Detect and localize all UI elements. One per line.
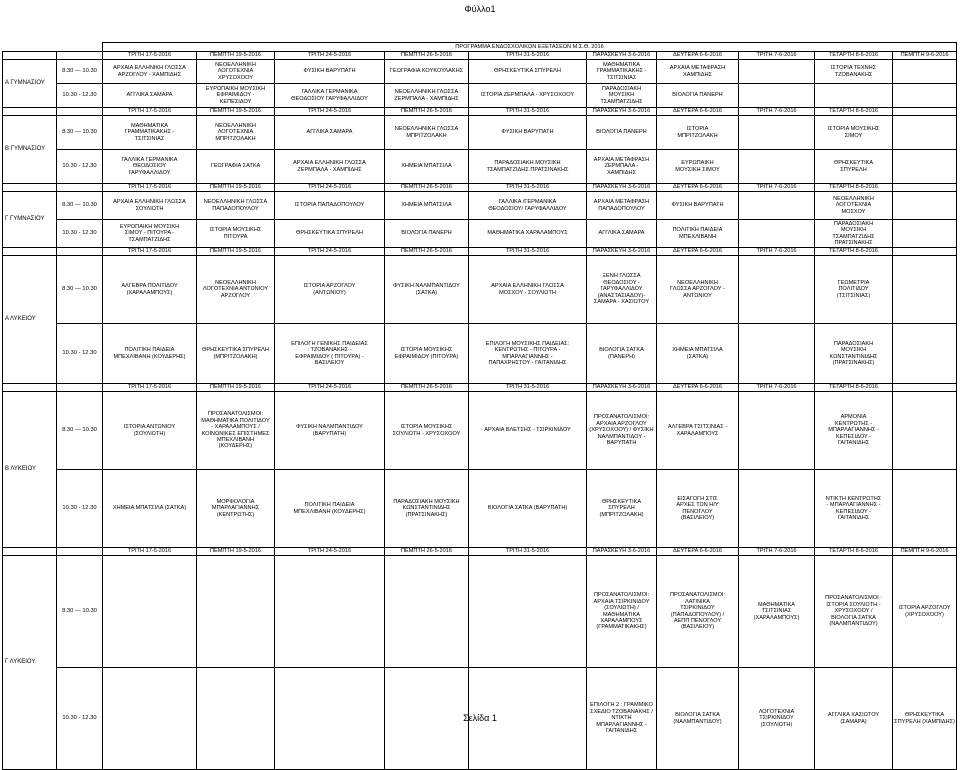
exam-date: ΠΑΡΑΣΚΕΥΗ 3-6-2016 bbox=[587, 384, 657, 392]
exam-cell: ΜΟΡΦΟΛΟΓΙΑ ΜΠΑΡΛΑΓΙΑΝΝΗΣ (ΚΕΝΤΡΩΤΗΣ) bbox=[197, 470, 275, 548]
exam-cell: ΠΟΛΙΤΙΚΗ ΠΑΙΔΕΙΑ ΜΠΕΧΛΙΒΑΝΗ (ΚΟΥΔΕΡΗΣ) bbox=[103, 324, 197, 384]
exam-date: ΠΕΜΠΤΗ 9-6-2016 bbox=[893, 52, 957, 60]
exam-cell bbox=[739, 84, 815, 108]
program-title: ΠΡΟΓΡΑΜΜΑ ΕΝΔΟΣΧΟΛΙΚΩΝ ΕΞΕΤΑΣΕΩΝ Μ.Σ.Θ. 2016 bbox=[103, 43, 957, 52]
exam-date: ΤΡΙΤΗ 24-5-2016 bbox=[275, 184, 385, 192]
exam-date: ΤΡΙΤΗ 17-5-2016 bbox=[103, 384, 197, 392]
exam-cell: ΝΕΟΕΛΛΗΝΙΚΗ ΛΟΓΟΤΕΧΝΙΑ ΜΟΣΧΟΥ bbox=[815, 192, 893, 220]
exam-date: ΤΡΙΤΗ 17-5-2016 bbox=[103, 108, 197, 116]
exam-cell: ΕΥΡΩΠΑΙΚΗ ΜΟΥΣΙΚΗ ΣΙΜΟΥ bbox=[657, 150, 739, 184]
exam-date: ΠΑΡΑΣΚΕΥΗ 3-6-2016 bbox=[587, 108, 657, 116]
exam-date: ΤΕΤΑΡΤΗ 8-6-2016 bbox=[815, 384, 893, 392]
exam-cell: ΝΤΙΚΤΗ ΚΕΝΤΡΩΤΗΣ - ΜΠΑΡΛΑΓΙΑΝΝΗΣ - ΚΕΠΕΣΙΔΟΥ - ΓΑΙΤΑΝΙΔΗΣ bbox=[815, 470, 893, 548]
exam-cell: ΑΓΓΛΙΚΑ ΧΑΣΙΩΤΟΥ (ΣΑΜΑΡΑ) bbox=[815, 668, 893, 770]
exam-cell: ΙΣΤΟΡΙΑ ΜΟΥΣΙΚΗΣ ΕΦΡΑΙΜΙΔΟΥ (ΠΙΤΟΥΡΑ) bbox=[385, 324, 469, 384]
time-slot: 10.30 - 12.30 bbox=[57, 668, 103, 770]
exam-date: ΤΡΙΤΗ 31-5-2016 bbox=[469, 52, 587, 60]
exam-cell bbox=[739, 150, 815, 184]
exam-cell: ΑΡΧΑΙΑ ΕΛΛΗΝΙΚΗ ΓΛΩΣΣΑ ΖΕΡΜΠΑΛΑ - ΧΑΜΠΙΔΗΣ bbox=[275, 150, 385, 184]
exam-cell bbox=[739, 470, 815, 548]
exam-cell: ΘΡΗΣΚΕΥΤΙΚΑ ΣΠΥΡΕΛΗ (ΧΑΜΠΙΔΗΣ) bbox=[893, 668, 957, 770]
exam-row bbox=[3, 470, 957, 548]
exam-date: ΤΡΙΤΗ 24-5-2016 bbox=[275, 548, 385, 556]
exam-cell: ΝΕΟΕΛΛΗΝΙΚΗ ΛΟΓΟΤΕΧΝΙΑ ΜΠΡΙΤΖΟΛΑΚΗ bbox=[197, 116, 275, 150]
exam-cell: ΕΠΙΛΟΓΗ 2 : ΓΡΑΜΜΙΚΟ ΣΧΕΔΙΟ ΤΖΟΒΑΝΑΚΗΣ / ΝΤΙΚΤΗ ΜΠΑΡΛΑΓΙΑΝΝΗΣ - ΓΑΙΤΑΝΙΔΗΣ bbox=[587, 668, 657, 770]
exam-date: ΤΕΤΑΡΤΗ 8-6-2016 bbox=[815, 52, 893, 60]
exam-cell: ΠΡΟΣΑΝΑΤΟΛΙΣΜΟΙ : ΙΣΤΟΡΙΑ ΣΟΥΛΙΩΤΗ - ΧΡΥΣΟΧΟΟΥ / ΒΙΟΛΟΓΙΑ ΣΑΤΚΑ (ΝΑΛΜΠΑΝΤΙΔΟΥ) bbox=[815, 556, 893, 668]
exam-row bbox=[3, 84, 957, 108]
exam-cell: ΠΑΡΑΔΟΣΙΑΚΗ ΜΟΥΣΙΚΗ ΤΣΑΜΠΑΤΖΙΔΗΣ ΠΡΑΤΣΙΝΑΚΗΣ bbox=[815, 220, 893, 248]
class-label: Γ ΓΥΜΝΑΣΙΟΥ bbox=[3, 192, 57, 248]
exam-cell: ΠΑΡΑΔΟΣΙΑΚΗ ΜΟΥΣΙΚΗ ΤΣΑΜΠΑΤΖΙΔΗΣ ΠΡΑΤΣΙΝΑΚΗΣ bbox=[469, 150, 587, 184]
exam-cell: ΜΑΘΗΜΑΤΙΚΑ ΓΡΑΜΜΑΤΙΚΑΚΗΣ - ΤΣΙΤΣΙΝΙΑΣ bbox=[587, 60, 657, 84]
exam-cell: ΘΡΗΣΚΕΥΤΙΚΑ ΣΠΥΡΕΛΗ bbox=[469, 60, 587, 84]
exam-date bbox=[893, 248, 957, 256]
exam-date: ΠΕΜΠΤΗ 26-5-2016 bbox=[385, 548, 469, 556]
exam-date: ΤΕΤΑΡΤΗ 8-6-2016 bbox=[815, 248, 893, 256]
time-slot: 10.30 - 12.30 bbox=[57, 84, 103, 108]
time-slot: 10.30 - 12.30 bbox=[57, 470, 103, 548]
exam-date: ΤΡΙΤΗ 17-5-2016 bbox=[103, 184, 197, 192]
exam-cell bbox=[739, 60, 815, 84]
exam-cell bbox=[893, 324, 957, 384]
exam-cell: ΙΣΤΟΡΙΑ ΜΟΥΣΙΚΗΣ ΠΙΤΟΥΡΑ bbox=[197, 220, 275, 248]
class-label: Β ΛΥΚΕΙΟΥ bbox=[3, 392, 57, 548]
exam-cell: ΑΓΓΛΙΚΑ ΣΑΜΑΡΑ bbox=[587, 220, 657, 248]
date-row bbox=[3, 248, 957, 256]
sheet-title: Φύλλο1 bbox=[464, 4, 496, 14]
exam-cell: ΧΗΜΕΙΑ ΜΠΑΤΣΙΛΑ (ΣΑΤΚΑ) bbox=[657, 324, 739, 384]
exam-cell bbox=[893, 470, 957, 548]
exam-date: ΠΕΜΠΤΗ 19-5-2016 bbox=[197, 52, 275, 60]
exam-cell: ΝΕΟΕΛΛΗΝΙΚΗ ΓΛΩΣΣΑ ΜΠΡΙΤΖΟΛΑΚΗ bbox=[385, 116, 469, 150]
exam-row bbox=[3, 192, 957, 220]
exam-date: ΤΡΙΤΗ 7-6-2016 bbox=[739, 184, 815, 192]
exam-cell: ΧΗΜΕΙΑ ΜΠΑΤΣΙΛΑ bbox=[385, 192, 469, 220]
exam-cell: ΦΥΣΙΚΗ ΒΑΡΥΠΑΤΗ bbox=[469, 116, 587, 150]
exam-row bbox=[3, 556, 957, 668]
exam-date: ΤΕΤΑΡΤΗ 8-6-2016 bbox=[815, 548, 893, 556]
exam-date: ΤΡΙΤΗ 31-5-2016 bbox=[469, 184, 587, 192]
exam-date: ΤΡΙΤΗ 7-6-2016 bbox=[739, 108, 815, 116]
exam-cell: ΠΟΛΙΤΙΚΗ ΠΑΙΔΕΙΑ ΜΠΕΧΛΙΒΑΝΗ bbox=[657, 220, 739, 248]
exam-date: ΠΕΜΠΤΗ 26-5-2016 bbox=[385, 248, 469, 256]
exam-cell bbox=[197, 556, 275, 668]
exam-cell: ΙΣΤΟΡΙΑ ΤΕΧΝΗΣ ΤΖΟΒΑΝΑΚΗΣ bbox=[815, 60, 893, 84]
exam-date: ΠΕΜΠΤΗ 19-5-2016 bbox=[197, 248, 275, 256]
exam-date: ΤΕΤΑΡΤΗ 8-6-2016 bbox=[815, 108, 893, 116]
exam-cell: ΙΣΤΟΡΙΑ ΜΠΡΙΤΖΟΛΑΚΗ bbox=[657, 116, 739, 150]
exam-cell bbox=[893, 220, 957, 248]
exam-date bbox=[893, 184, 957, 192]
exam-date: ΤΡΙΤΗ 24-5-2016 bbox=[275, 52, 385, 60]
exam-cell bbox=[739, 192, 815, 220]
exam-cell: ΠΡΟΣΑΝΑΤΟΛΙΣΜΟΙ: ΑΡΧΑΙΑ ΤΣΙΡΚΙΝΙΔΟΥ (ΣΟΥΛΙΩΤΗ) / ΜΑΘΗΜΑΤΙΚΑ ΧΑΡΑΛΑΜΠΟΥΣ (ΓΡΑΜΜΑΤΙΚΑΚΗΣ) bbox=[587, 556, 657, 668]
exam-cell: ΙΣΤΟΡΙΑ ΜΟΥΣΙΚΗΣ ΣΟΥΛΙΩΤΗ - ΧΡΥΣΟΧΟΟΥ bbox=[385, 392, 469, 470]
exam-date: ΠΕΜΠΤΗ 19-5-2016 bbox=[197, 184, 275, 192]
exam-cell bbox=[893, 150, 957, 184]
exam-cell: ΠΡΟΣΑΝΑΤΟΛΙΣΜΟΙ: ΑΡΧΑΙΑ ΑΡΖΟΓΛΟΥ (ΧΡΥΣΟΧΟΟΥ) / ΦΥΣΙΚΗ ΝΑΛΜΠΑΝΤΙΔΟΥ - ΒΑΡΥΠΑΤΗ bbox=[587, 392, 657, 470]
time-slot: 8.30 — 10.30 bbox=[57, 556, 103, 668]
exam-cell: ΑΛΓΕΒΡΑ ΤΣΙΤΣΙΝΙΑΣ - ΧΑΡΑΛΑΜΠΟΥΣ bbox=[657, 392, 739, 470]
exam-row bbox=[3, 392, 957, 470]
exam-date: ΤΡΙΤΗ 7-6-2016 bbox=[739, 248, 815, 256]
exam-date: ΠΕΜΠΤΗ 26-5-2016 bbox=[385, 108, 469, 116]
class-label: Α ΓΥΜΝΑΣΙΟΥ bbox=[3, 60, 57, 108]
exam-date: ΠΕΜΠΤΗ 19-5-2016 bbox=[197, 548, 275, 556]
exam-cell: ΑΡΧΑΙΑ ΕΛΛΗΝΙΚΗ ΓΛΩΣΣΑ ΑΡΖΟΓΛΟΥ - ΧΑΜΠΙΔΗΣ bbox=[103, 60, 197, 84]
exam-date: ΤΡΙΤΗ 7-6-2016 bbox=[739, 548, 815, 556]
exam-date: ΠΑΡΑΣΚΕΥΗ 3-6-2016 bbox=[587, 184, 657, 192]
exam-cell: ΒΙΟΛΟΓΙΑ ΣΑΤΚΑ (ΒΑΡΥΠΑΤΗ) bbox=[469, 470, 587, 548]
exam-cell: ΠΟΛΙΤΙΚΗ ΠΑΙΔΕΙΑ ΜΠΕΧΛΙΒΑΝΗ (ΚΟΥΔΕΡΗΣ) bbox=[275, 470, 385, 548]
exam-cell: ΛΟΓΟΤΕΧΝΙΑ ΤΣΙΡΚΙΝΙΔΟΥ (ΣΟΥΛΙΩΤΗ) bbox=[739, 668, 815, 770]
exam-date: ΤΡΙΤΗ 31-5-2016 bbox=[469, 384, 587, 392]
exam-schedule-table bbox=[2, 42, 957, 770]
page-footer: Σελίδα 1 bbox=[463, 713, 497, 723]
exam-cell bbox=[893, 60, 957, 84]
exam-date: ΠΕΜΠΤΗ 19-5-2016 bbox=[197, 108, 275, 116]
class-label: Β ΓΥΜΝΑΣΙΟΥ bbox=[3, 116, 57, 184]
exam-date: ΠΕΜΠΤΗ 26-5-2016 bbox=[385, 184, 469, 192]
time-slot: 10.30 - 12.30 bbox=[57, 324, 103, 384]
exam-cell: ΦΥΣΙΚΗ ΒΑΡΥΠΑΤΗ bbox=[657, 192, 739, 220]
exam-cell: ΜΑΘΗΜΑΤΙΚΑ ΧΑΡΑΛΑΜΠΟΥΣ bbox=[469, 220, 587, 248]
exam-cell: ΓΕΩΓΡΑΦΙΑ ΣΑΤΚΑ bbox=[197, 150, 275, 184]
exam-date: ΤΡΙΤΗ 31-5-2016 bbox=[469, 248, 587, 256]
exam-date: ΤΡΙΤΗ 7-6-2016 bbox=[739, 384, 815, 392]
exam-cell: ΝΕΟΕΛΛΗΝΙΚΗ ΓΛΩΣΣΑ ΖΕΡΜΠΑΛΑ - ΧΑΜΠΙΔΗΣ bbox=[385, 84, 469, 108]
exam-cell: ΙΣΤΟΡΙΑ ΖΕΡΜΠΑΛΑ - ΧΡΥΣΟΧΟΟΥ bbox=[469, 84, 587, 108]
exam-cell: ΠΑΡΑΔΟΣΙΑΚΗ ΜΟΥΣΙΚΗ ΤΣΑΜΠΑΤΖΙΔΗΣ bbox=[587, 84, 657, 108]
exam-cell: ΕΥΡΩΠΑΙΚΗ ΜΟΥΣΙΚΗ ΕΦΡΑΙΜΙΔΟΥ - ΚΕΠΕΣΙΔΟΥ bbox=[197, 84, 275, 108]
exam-date: ΤΡΙΤΗ 17-5-2016 bbox=[103, 52, 197, 60]
exam-cell bbox=[275, 556, 385, 668]
exam-cell bbox=[893, 192, 957, 220]
exam-cell: ΑΓΓΛΙΚΑ ΣΑΜΑΡΑ bbox=[275, 116, 385, 150]
exam-date: ΤΡΙΤΗ 31-5-2016 bbox=[469, 548, 587, 556]
exam-cell bbox=[739, 324, 815, 384]
exam-cell bbox=[893, 256, 957, 324]
exam-cell: ΕΥΡΩΠΑΙΚΗ ΜΟΥΣΙΚΗ ΣΙΜΟΥ - ΠΙΤΟΥΡΑ - ΤΣΑΜΠΑΤΖΙΔΗΣ bbox=[103, 220, 197, 248]
time-slot: 10.30 - 12.30 bbox=[57, 150, 103, 184]
exam-cell: ΓΑΛΛΙΚΑ ΓΕΡΜΑΝΙΚΑ ΘΕΟΔΟΣΙΟΥ ΓΑΡΥΦΑΛΛΙΔΟΥ bbox=[103, 150, 197, 184]
exam-cell: ΘΡΗΣΚΕΥΤΙΚΑ ΣΠΥΡΕΛΗ bbox=[815, 150, 893, 184]
exam-cell bbox=[815, 84, 893, 108]
exam-row bbox=[3, 324, 957, 384]
exam-date: ΠΑΡΑΣΚΕΥΗ 3-6-2016 bbox=[587, 52, 657, 60]
exam-cell: ΧΗΜΕΙΑ ΜΠΑΤΣΙΛΑ (ΣΑΤΚΑ) bbox=[103, 470, 197, 548]
class-label: Α ΛΥΚΕΙΟΥ bbox=[3, 256, 57, 384]
exam-cell: ΧΗΜΕΙΑ ΜΠΑΤΣΙΛΑ bbox=[385, 150, 469, 184]
exam-cell: ΘΡΗΣΚΕΥΤΙΚΑ ΣΠΥΡΕΛΗ bbox=[275, 220, 385, 248]
class-label: Γ ΛΥΚΕΙΟΥ bbox=[3, 556, 57, 770]
exam-cell: ΓΕΩΜΕΤΡΙΑ ΠΟΛΙΤΙΔΟΥ (ΤΣΙΤΣΙΝΙΑΣ) bbox=[815, 256, 893, 324]
exam-date: ΤΡΙΤΗ 31-5-2016 bbox=[469, 108, 587, 116]
exam-date: ΔΕΥΤΕΡΑ 6-6-2016 bbox=[657, 548, 739, 556]
exam-date: ΔΕΥΤΕΡΑ 6-6-2016 bbox=[657, 52, 739, 60]
exam-cell: ΓΕΩΓΡΑΦΙΑ ΚΟΥΚΟΥΛΑΚΗΣ bbox=[385, 60, 469, 84]
exam-date: ΤΡΙΤΗ 17-5-2016 bbox=[103, 248, 197, 256]
exam-date: ΤΡΙΤΗ 24-5-2016 bbox=[275, 384, 385, 392]
exam-cell bbox=[469, 556, 587, 668]
exam-cell: ΠΡΟΣΑΝΑΤΟΛΙΣΜΟΙ: ΛΑΤΙΝΙΚΑ ΤΣΙΡΚΙΝΙΔΟΥ (ΠΑΠΑΔΟΠΟΥΛΟΥ) / ΑΕΠΠ ΠΕΝΟΓΛΟΥ (ΒΑΣΙΛΕΙΟΥ) bbox=[657, 556, 739, 668]
exam-cell bbox=[739, 220, 815, 248]
exam-cell: ΑΡΧΑΙΑ ΜΕΤΑΦΡΑΣΗ ΧΑΜΠΙΔΗΣ bbox=[657, 60, 739, 84]
exam-date: ΠΑΡΑΣΚΕΥΗ 3-6-2016 bbox=[587, 548, 657, 556]
exam-row bbox=[3, 256, 957, 324]
exam-cell: ΑΡΧΑΙΑ ΕΛΛΗΝΙΚΗ ΓΛΩΣΣΑ ΜΟΣΧΟΥ - ΣΟΥΛΙΩΤΗ bbox=[469, 256, 587, 324]
exam-cell: ΝΕΟΕΛΛΗΝΙΚΗ ΛΟΓΟΤΕΧΝΙΑ ΑΝΤΩΝΙΟΥ ΑΡΖΟΓΛΟΥ bbox=[197, 256, 275, 324]
exam-cell: ΘΡΗΣΚΕΥΤΙΚΑ ΣΠΥΡΕΛΗ (ΜΠΡΙΤΖΟΛΑΚΗ) bbox=[197, 324, 275, 384]
exam-cell: ΑΓΓΛΙΚΑ ΣΑΜΑΡΑ bbox=[103, 84, 197, 108]
exam-cell: ΞΕΝΗ ΓΛΩΣΣΑ ΘΕΟΔΟΣΙΟΥ - ΓΑΡΥΦΑΛΛΙΔΟΥ (ΑΝΑΣΤΑΣΙΑΔΟΥ)- ΣΑΜΑΡΑ - ΧΑΣΙΩΤΟΥ bbox=[587, 256, 657, 324]
exam-cell: ΜΑΘΗΜΑΤΙΚΑ ΓΡΑΜΜΑΤΙΚΑΚΗΣ - ΤΣΙΤΣΙΝΙΑΣ bbox=[103, 116, 197, 150]
exam-cell: ΙΣΤΟΡΙΑ ΑΡΖΟΓΛΟΥ (ΑΝΤΩΝΙΟΥ) bbox=[275, 256, 385, 324]
exam-cell: ΒΙΟΛΟΓΙΑ ΠΑΝΕΡΗ bbox=[385, 220, 469, 248]
exam-cell: ΙΣΤΟΡΙΑ ΑΝΤΩΝΙΟΥ (ΣΟΥΛΙΩΤΗ) bbox=[103, 392, 197, 470]
exam-cell: ΒΙΟΛΟΓΙΑ ΠΑΝΕΡΗ bbox=[657, 84, 739, 108]
date-row bbox=[3, 384, 957, 392]
exam-date: ΤΡΙΤΗ 24-5-2016 bbox=[275, 108, 385, 116]
exam-cell: ΓΑΛΛΙΚΑ ΓΕΡΜΑΝΙΚΑ ΘΕΟΔΟΣΙΟΥ ΓΑΡΥΦΑΛΛΙΔΟΥ bbox=[275, 84, 385, 108]
time-slot: 8.30 — 10.30 bbox=[57, 192, 103, 220]
exam-cell: ΕΙΣΑΓΩΓΗ ΣΤΙΣ ΑΡΧΕΣ ΤΩΝ Η/Υ ΠΕΝΟΓΛΟΥ (ΒΑΣΙΛΕΙΟΥ) bbox=[657, 470, 739, 548]
exam-cell: ΑΡΧΑΙΑ ΒΛΕΤΣΗΣ - ΤΣΙΡΚΙΝΙΔΟΥ bbox=[469, 392, 587, 470]
exam-date bbox=[893, 384, 957, 392]
exam-cell: ΦΥΣΙΚΗ ΝΑΛΜΠΑΝΤΙΔΟΥ (ΣΑΤΚΑ) bbox=[385, 256, 469, 324]
exam-cell: ΑΡΧΑΙΑ ΜΕΤΑΦΡΑΣΗ ΖΕΡΜΠΑΛΑ - ΧΑΜΠΙΔΗΣ bbox=[587, 150, 657, 184]
exam-cell: ΑΡΧΑΙΑ ΜΕΤΑΦΡΑΣΗ ΠΑΠΑΔΟΠΟΥΛΟΥ bbox=[587, 192, 657, 220]
exam-row bbox=[3, 116, 957, 150]
exam-date: ΠΕΜΠΤΗ 19-5-2016 bbox=[197, 384, 275, 392]
program-title-row bbox=[3, 43, 957, 52]
exam-cell: ΒΙΟΛΟΓΙΑ ΣΑΤΚΑ (ΝΑΛΜΠΑΝΤΙΔΟΥ) bbox=[657, 668, 739, 770]
exam-cell bbox=[893, 392, 957, 470]
exam-cell: ΠΑΡΑΔΟΣΙΑΚΗ ΜΟΥΣΙΚΗ ΚΩΝΣΤΑΝΤΙΝΙΔΗΣ (ΠΡΑΤΣΙΝΑΚΗΣ) bbox=[815, 324, 893, 384]
exam-cell: ΠΑΡΑΔΟΣΙΑΚΗ ΜΟΥΣΙΚΗ ΚΩΝΣΤΑΝΤΙΝΙΔΗΣ (ΠΡΑΤΣΙΝΑΚΗΣ) bbox=[385, 470, 469, 548]
exam-row bbox=[3, 220, 957, 248]
exam-date: ΤΡΙΤΗ 7-6-2016 bbox=[739, 52, 815, 60]
exam-date: ΤΡΙΤΗ 17-5-2016 bbox=[103, 548, 197, 556]
exam-date: ΔΕΥΤΕΡΑ 6-6-2016 bbox=[657, 248, 739, 256]
date-row bbox=[3, 108, 957, 116]
exam-cell bbox=[739, 116, 815, 150]
exam-cell: ΠΡΟΣΑΝΑΤΟΛΙΣΜΟΙ: ΜΑΘΗΜΑΤΙΚΑ ΠΟΛΙΤΙΔΟΥ - ΧΑΡΑΛΑΜΠΟΥΣ / ΚΟΙΝΩΝΙΚΕΣ ΕΠΙΣΤΗΜΕΣ ΜΠΕΧΛΙΒΑΝΗ (ΚΟΥΔΕΡΗΣ) bbox=[197, 392, 275, 470]
exam-date: ΔΕΥΤΕΡΑ 6-6-2016 bbox=[657, 108, 739, 116]
exam-cell: ΑΡΜΟΝΙΑ ΚΕΝΤΡΩΤΗΣ - ΜΠΑΡΛΑΓΙΑΝΝΗΣ - ΚΕΠΕΣΙΔΟΥ - ΓΑΙΤΑΝΙΔΗΣ bbox=[815, 392, 893, 470]
exam-cell: ΜΑΘΗΜΑΤΙΚΑ ΤΣΙΤΣΙΝΙΑΣ (ΧΑΡΑΛΑΜΠΟΥΣ) bbox=[739, 556, 815, 668]
exam-date: ΠΕΜΠΤΗ 26-5-2016 bbox=[385, 52, 469, 60]
exam-cell bbox=[893, 116, 957, 150]
date-row bbox=[3, 52, 957, 60]
exam-date: ΠΕΜΠΤΗ 26-5-2016 bbox=[385, 384, 469, 392]
date-row bbox=[3, 548, 957, 556]
time-slot: 8.30 — 10.30 bbox=[57, 392, 103, 470]
exam-cell: ΝΕΟΕΛΛΗΝΙΚΗ ΛΟΓΟΤΕΧΝΙΑ ΧΡΥΣΟΧΟΟΥ bbox=[197, 60, 275, 84]
time-slot: 8.30 — 10.30 bbox=[57, 256, 103, 324]
exam-date: ΠΑΡΑΣΚΕΥΗ 3-6-2016 bbox=[587, 248, 657, 256]
exam-row bbox=[3, 60, 957, 84]
exam-date: ΤΡΙΤΗ 24-5-2016 bbox=[275, 248, 385, 256]
exam-cell: ΑΡΧΑΙΑ ΕΛΛΗΝΙΚΗ ΓΛΩΣΣΑ ΣΟΥΛΙΩΤΗ bbox=[103, 192, 197, 220]
exam-row bbox=[3, 150, 957, 184]
exam-date bbox=[893, 108, 957, 116]
exam-cell: ΙΣΤΟΡΙΑ ΠΑΠΑΔΟΠΟΥΛΟΥ bbox=[275, 192, 385, 220]
exam-cell: ΑΛΓΕΒΡΑ ΠΟΛΙΤΙΔΟΥ (ΧΑΡΑΛΑΜΠΟΥΣ) bbox=[103, 256, 197, 324]
exam-cell bbox=[103, 556, 197, 668]
date-row bbox=[3, 184, 957, 192]
exam-cell: ΦΥΣΙΚΗ ΝΑΛΜΠΑΝΤΙΔΟΥ (ΒΑΡΥΠΑΤΗ) bbox=[275, 392, 385, 470]
exam-date: ΠΕΜΠΤΗ 9-6-2016 bbox=[893, 548, 957, 556]
exam-cell: ΙΣΤΟΡΙΑ ΜΟΥΣΙΚΗΣ ΣΙΜΟΥ bbox=[815, 116, 893, 150]
exam-date: ΤΕΤΑΡΤΗ 8-6-2016 bbox=[815, 184, 893, 192]
exam-cell: ΙΣΤΟΡΙΑ ΑΡΖΟΓΛΟΥ (ΧΡΥΣΟΧΟΟΥ) bbox=[893, 556, 957, 668]
exam-date: ΔΕΥΤΕΡΑ 6-6-2016 bbox=[657, 184, 739, 192]
exam-cell bbox=[893, 84, 957, 108]
exam-cell bbox=[739, 256, 815, 324]
time-slot: 10.30 - 12.30 bbox=[57, 220, 103, 248]
exam-cell: ΕΠΙΛΟΓΗ ΜΟΥΣΙΚΗΣ ΠΑΙΔΕΙΑΣ: ΚΕΝΤΡΩΤΗΣ - ΠΙΤΟΥΡΑ - ΜΠΑΡΛΑΓΙΑΝΝΗΣ - ΠΑΠΑΧΡΗΣΤΟΥ - ΓΑΙΤΑΝΙΔΗΣ bbox=[469, 324, 587, 384]
exam-cell: ΓΑΛΛΙΚΑ /ΓΕΡΜΑΝΙΚΑ ΘΕΟΔΟΣΙΟΥ/ ΓΑΡΥΦΑΛΛΙΔΟΥ bbox=[469, 192, 587, 220]
exam-cell: ΝΕΟΕΛΛΗΝΙΚΗ ΓΛΩΣΣΑ ΠΑΠΑΔΟΠΟΥΛΟΥ bbox=[197, 192, 275, 220]
time-slot: 8.30 — 10.30 bbox=[57, 60, 103, 84]
exam-cell bbox=[385, 556, 469, 668]
exam-cell: ΝΕΟΕΛΛΗΝΙΚΗ ΓΛΩΣΣΑ ΑΡΖΟΓΛΟΥ - ΑΝΤΩΝΙΟΥ bbox=[657, 256, 739, 324]
exam-cell: ΘΡΗΣΚΕΥΤΙΚΑ ΣΠΥΡΕΛΗ (ΜΠΡΙΤΖΟΛΑΚΗ) bbox=[587, 470, 657, 548]
exam-cell: ΕΠΙΛΟΓΗ ΓΕΝΙΚΗΣ ΠΑΙΔΕΙΑΣ : ΤΖΟΒΑΝΑΚΗΣ - ΕΦΡΑΙΜΙΔΟΥ ( ΠΙΤΟΥΡΑ) - ΒΑΣΙΛΕΙΟΥ bbox=[275, 324, 385, 384]
exam-cell: ΒΙΟΛΟΓΙΑ ΣΑΤΚΑ (ΠΑΝΕΡΗ) bbox=[587, 324, 657, 384]
exam-date: ΔΕΥΤΕΡΑ 6-6-2016 bbox=[657, 384, 739, 392]
exam-cell bbox=[739, 392, 815, 470]
time-slot: 8.30 — 10.30 bbox=[57, 116, 103, 150]
exam-cell: ΒΙΟΛΟΓΙΑ ΠΑΝΕΡΗ bbox=[587, 116, 657, 150]
exam-cell: ΦΥΣΙΚΗ ΒΑΡΥΠΑΤΗ bbox=[275, 60, 385, 84]
